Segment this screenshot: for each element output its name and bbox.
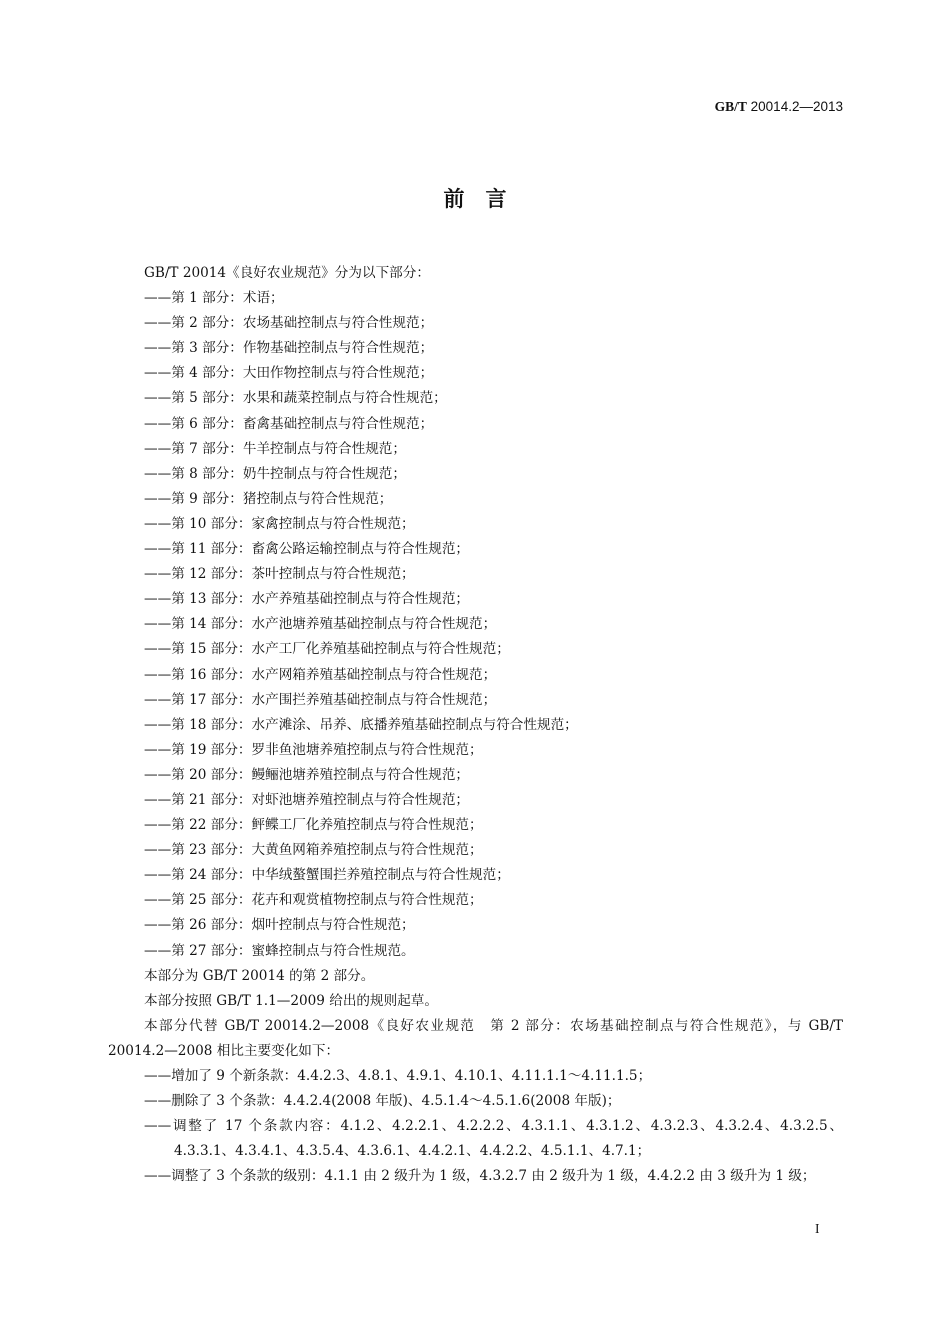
replacement-statement: 本部分代替 GB/T 20014.2—2008《良好农业规范 第 2 部分：农场基础控制点与符合性规范》，与 GB/T 20014.2—2008 相比主要变化如下： bbox=[108, 1017, 843, 1059]
foreword-body bbox=[108, 261, 843, 1189]
list-item: ——第 2 部分：农场基础控制点与符合性规范； bbox=[144, 315, 434, 332]
list-item: ——第 11 部分：畜禽公路运输控制点与符合性规范； bbox=[144, 541, 470, 558]
intro-paragraph: GB/T 20014《良好农业规范》分为以下部分： bbox=[144, 265, 430, 281]
list-item: ——第 20 部分：鳗鲡池塘养殖控制点与符合性规范； bbox=[144, 766, 470, 783]
list-item: ——调整了 17 个条款内容：4.1.2、4.2.2.1、4.2.2.2、4.3.1.1、4.3.1.2、4.3.2.3、4.3.2.4、4.3.2.5、4.3.3.1、4.3.4.1、4.3.5.4、4.3.6.1、4.4.2.1、4.4.2.2、4.5.1.1、4.7.1； bbox=[144, 1118, 843, 1160]
list-item: ——第 15 部分：水产工厂化养殖基础控制点与符合性规范； bbox=[144, 641, 510, 658]
list-item: ——第 24 部分：中华绒螯蟹围拦养殖控制点与符合性规范； bbox=[144, 867, 510, 884]
list-item: ——第 1 部分：术语； bbox=[144, 290, 284, 307]
list-item: ——第 21 部分：对虾池塘养殖控制点与符合性规范； bbox=[144, 791, 470, 808]
list-item: ——第 26 部分：烟叶控制点与符合性规范； bbox=[144, 917, 415, 934]
list-item: ——第 23 部分：大黄鱼网箱养殖控制点与符合性规范； bbox=[144, 842, 483, 859]
list-item: ——第 5 部分：水果和蔬菜控制点与符合性规范； bbox=[144, 390, 447, 407]
list-item: ——第 27 部分：蜜蜂控制点与符合性规范。 bbox=[144, 942, 415, 959]
list-item: ——第 7 部分：牛羊控制点与符合性规范； bbox=[144, 440, 406, 457]
drafting-rules-statement: 本部分按照 GB/T 1.1—2009 给出的规则起草。 bbox=[144, 992, 438, 1009]
page-title: 前 言 bbox=[443, 187, 507, 211]
list-item: ——第 3 部分：作物基础控制点与符合性规范； bbox=[144, 340, 434, 357]
list-item: ——第 25 部分：花卉和观赏植物控制点与符合性规范； bbox=[144, 892, 483, 909]
part-statement: 本部分为 GB/T 20014 的第 2 部分。 bbox=[144, 967, 375, 984]
list-item: ——第 6 部分：畜禽基础控制点与符合性规范； bbox=[144, 415, 434, 432]
list-item: ——删除了 3 个条款：4.4.2.4(2008 年版)、4.5.1.4～4.5.1.6(2008 年版)； bbox=[144, 1093, 621, 1110]
parts-list bbox=[108, 286, 843, 964]
list-item: ——第 13 部分：水产养殖基础控制点与符合性规范； bbox=[144, 591, 470, 608]
list-item: ——第 19 部分：罗非鱼池塘养殖控制点与符合性规范； bbox=[144, 741, 483, 758]
changes-list bbox=[108, 1064, 843, 1189]
standard-code: 20014.2—2013 bbox=[750, 99, 843, 114]
list-item: ——第 9 部分：猪控制点与符合性规范； bbox=[144, 490, 393, 507]
list-item: ——第 17 部分：水产围拦养殖基础控制点与符合性规范； bbox=[144, 691, 497, 708]
list-item: ——第 8 部分：奶牛控制点与符合性规范； bbox=[144, 465, 406, 482]
standard-number bbox=[715, 99, 843, 115]
page-number: I bbox=[815, 1221, 820, 1236]
list-item: ——第 18 部分：水产滩涂、吊养、底播养殖基础控制点与符合性规范； bbox=[144, 716, 578, 733]
list-item: ——第 14 部分：水产池塘养殖基础控制点与符合性规范； bbox=[144, 616, 497, 633]
list-item: ——第 22 部分：鲆鲽工厂化养殖控制点与符合性规范； bbox=[144, 817, 483, 834]
list-item: ——调整了 3 个条款的级别：4.1.1 由 2 级升为 1 级，4.3.2.7 由 2 级升为 1 级，4.4.2.2 由 3 级升为 1 级； bbox=[144, 1168, 816, 1185]
list-item: ——第 10 部分：家禽控制点与符合性规范； bbox=[144, 515, 415, 532]
list-item: ——第 16 部分：水产网箱养殖基础控制点与符合性规范； bbox=[144, 666, 497, 683]
standard-prefix: GB/T bbox=[714, 99, 747, 114]
list-item: ——第 4 部分：大田作物控制点与符合性规范； bbox=[144, 365, 434, 382]
list-item: ——增加了 9 个新条款：4.4.2.3、4.8.1、4.9.1、4.10.1、4.11.1.1～4.11.1.5； bbox=[144, 1068, 652, 1084]
list-item: ——第 12 部分：茶叶控制点与符合性规范； bbox=[144, 566, 415, 583]
